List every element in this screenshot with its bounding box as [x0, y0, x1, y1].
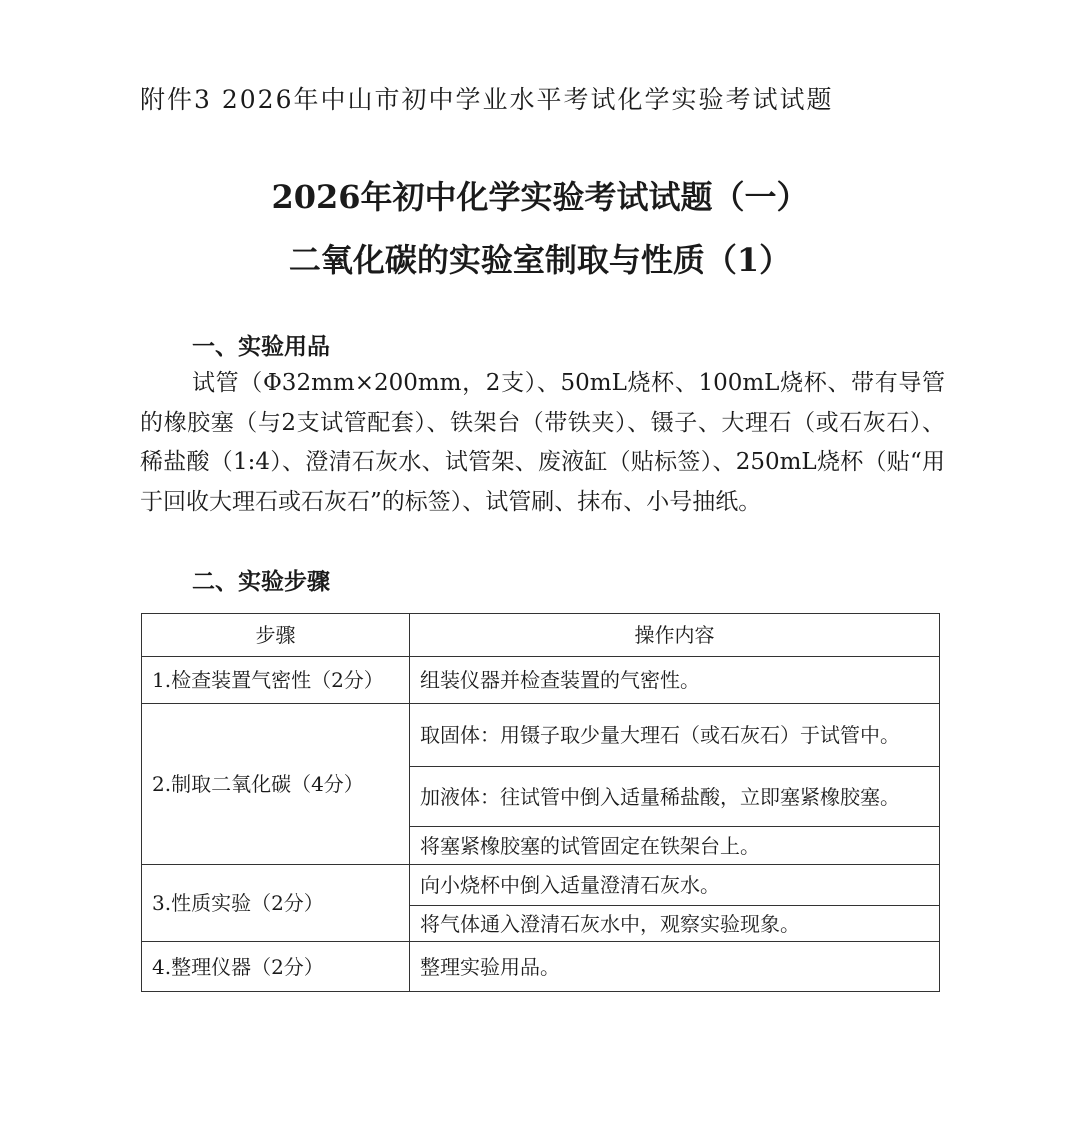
exam-title: 2026年初中化学实验考试试题（一）	[271, 178, 809, 216]
header-operation: 操作内容	[410, 614, 940, 657]
step-operation: 整理实验用品。	[410, 942, 940, 992]
step-operation: 向小烧杯中倒入适量澄清石灰水。	[410, 865, 940, 906]
materials-text: 试管（Φ32mm×200mm，2支）、50mL烧杯、100mL烧杯、带有导管的橡胶塞（与2支试管配套）、铁架台（带铁夹）、镊子、大理石（或石灰石）、稀盐酸（1:4）、澄清石灰水、试管架、废液缸（贴标签）、250mL烧杯（贴“用于回收大理石或石灰石”的标签）、试管刷、抹布、小号抽纸。	[140, 370, 945, 515]
step-operation: 组装仪器并检查装置的气密性。	[410, 657, 940, 704]
step-name: 4.整理仪器（2分）	[142, 942, 410, 992]
attachment-line: 附件3 2026年中山市初中学业水平考试化学实验考试试题	[140, 85, 834, 114]
table-row	[142, 942, 940, 992]
materials-heading: 一、实验用品	[192, 333, 330, 360]
step-name: 2.制取二氧化碳（4分）	[142, 704, 410, 865]
table-header-row	[142, 614, 940, 657]
step-operation: 加液体：往试管中倒入适量稀盐酸，立即塞紧橡胶塞。	[410, 767, 940, 827]
step-name: 3.性质实验（2分）	[142, 865, 410, 942]
header-step: 步骤	[142, 614, 410, 657]
step-name: 1.检查装置气密性（2分）	[142, 657, 410, 704]
step-operation: 将气体通入澄清石灰水中，观察实验现象。	[410, 906, 940, 942]
table-row	[142, 704, 940, 767]
experiment-title: 二氧化碳的实验室制取与性质（1）	[288, 241, 792, 279]
steps-table	[141, 613, 940, 992]
table-row	[142, 657, 940, 704]
step-operation: 取固体：用镊子取少量大理石（或石灰石）于试管中。	[410, 704, 940, 767]
table-row	[142, 865, 940, 906]
step-operation: 将塞紧橡胶塞的试管固定在铁架台上。	[410, 827, 940, 865]
steps-heading: 二、实验步骤	[192, 568, 330, 595]
